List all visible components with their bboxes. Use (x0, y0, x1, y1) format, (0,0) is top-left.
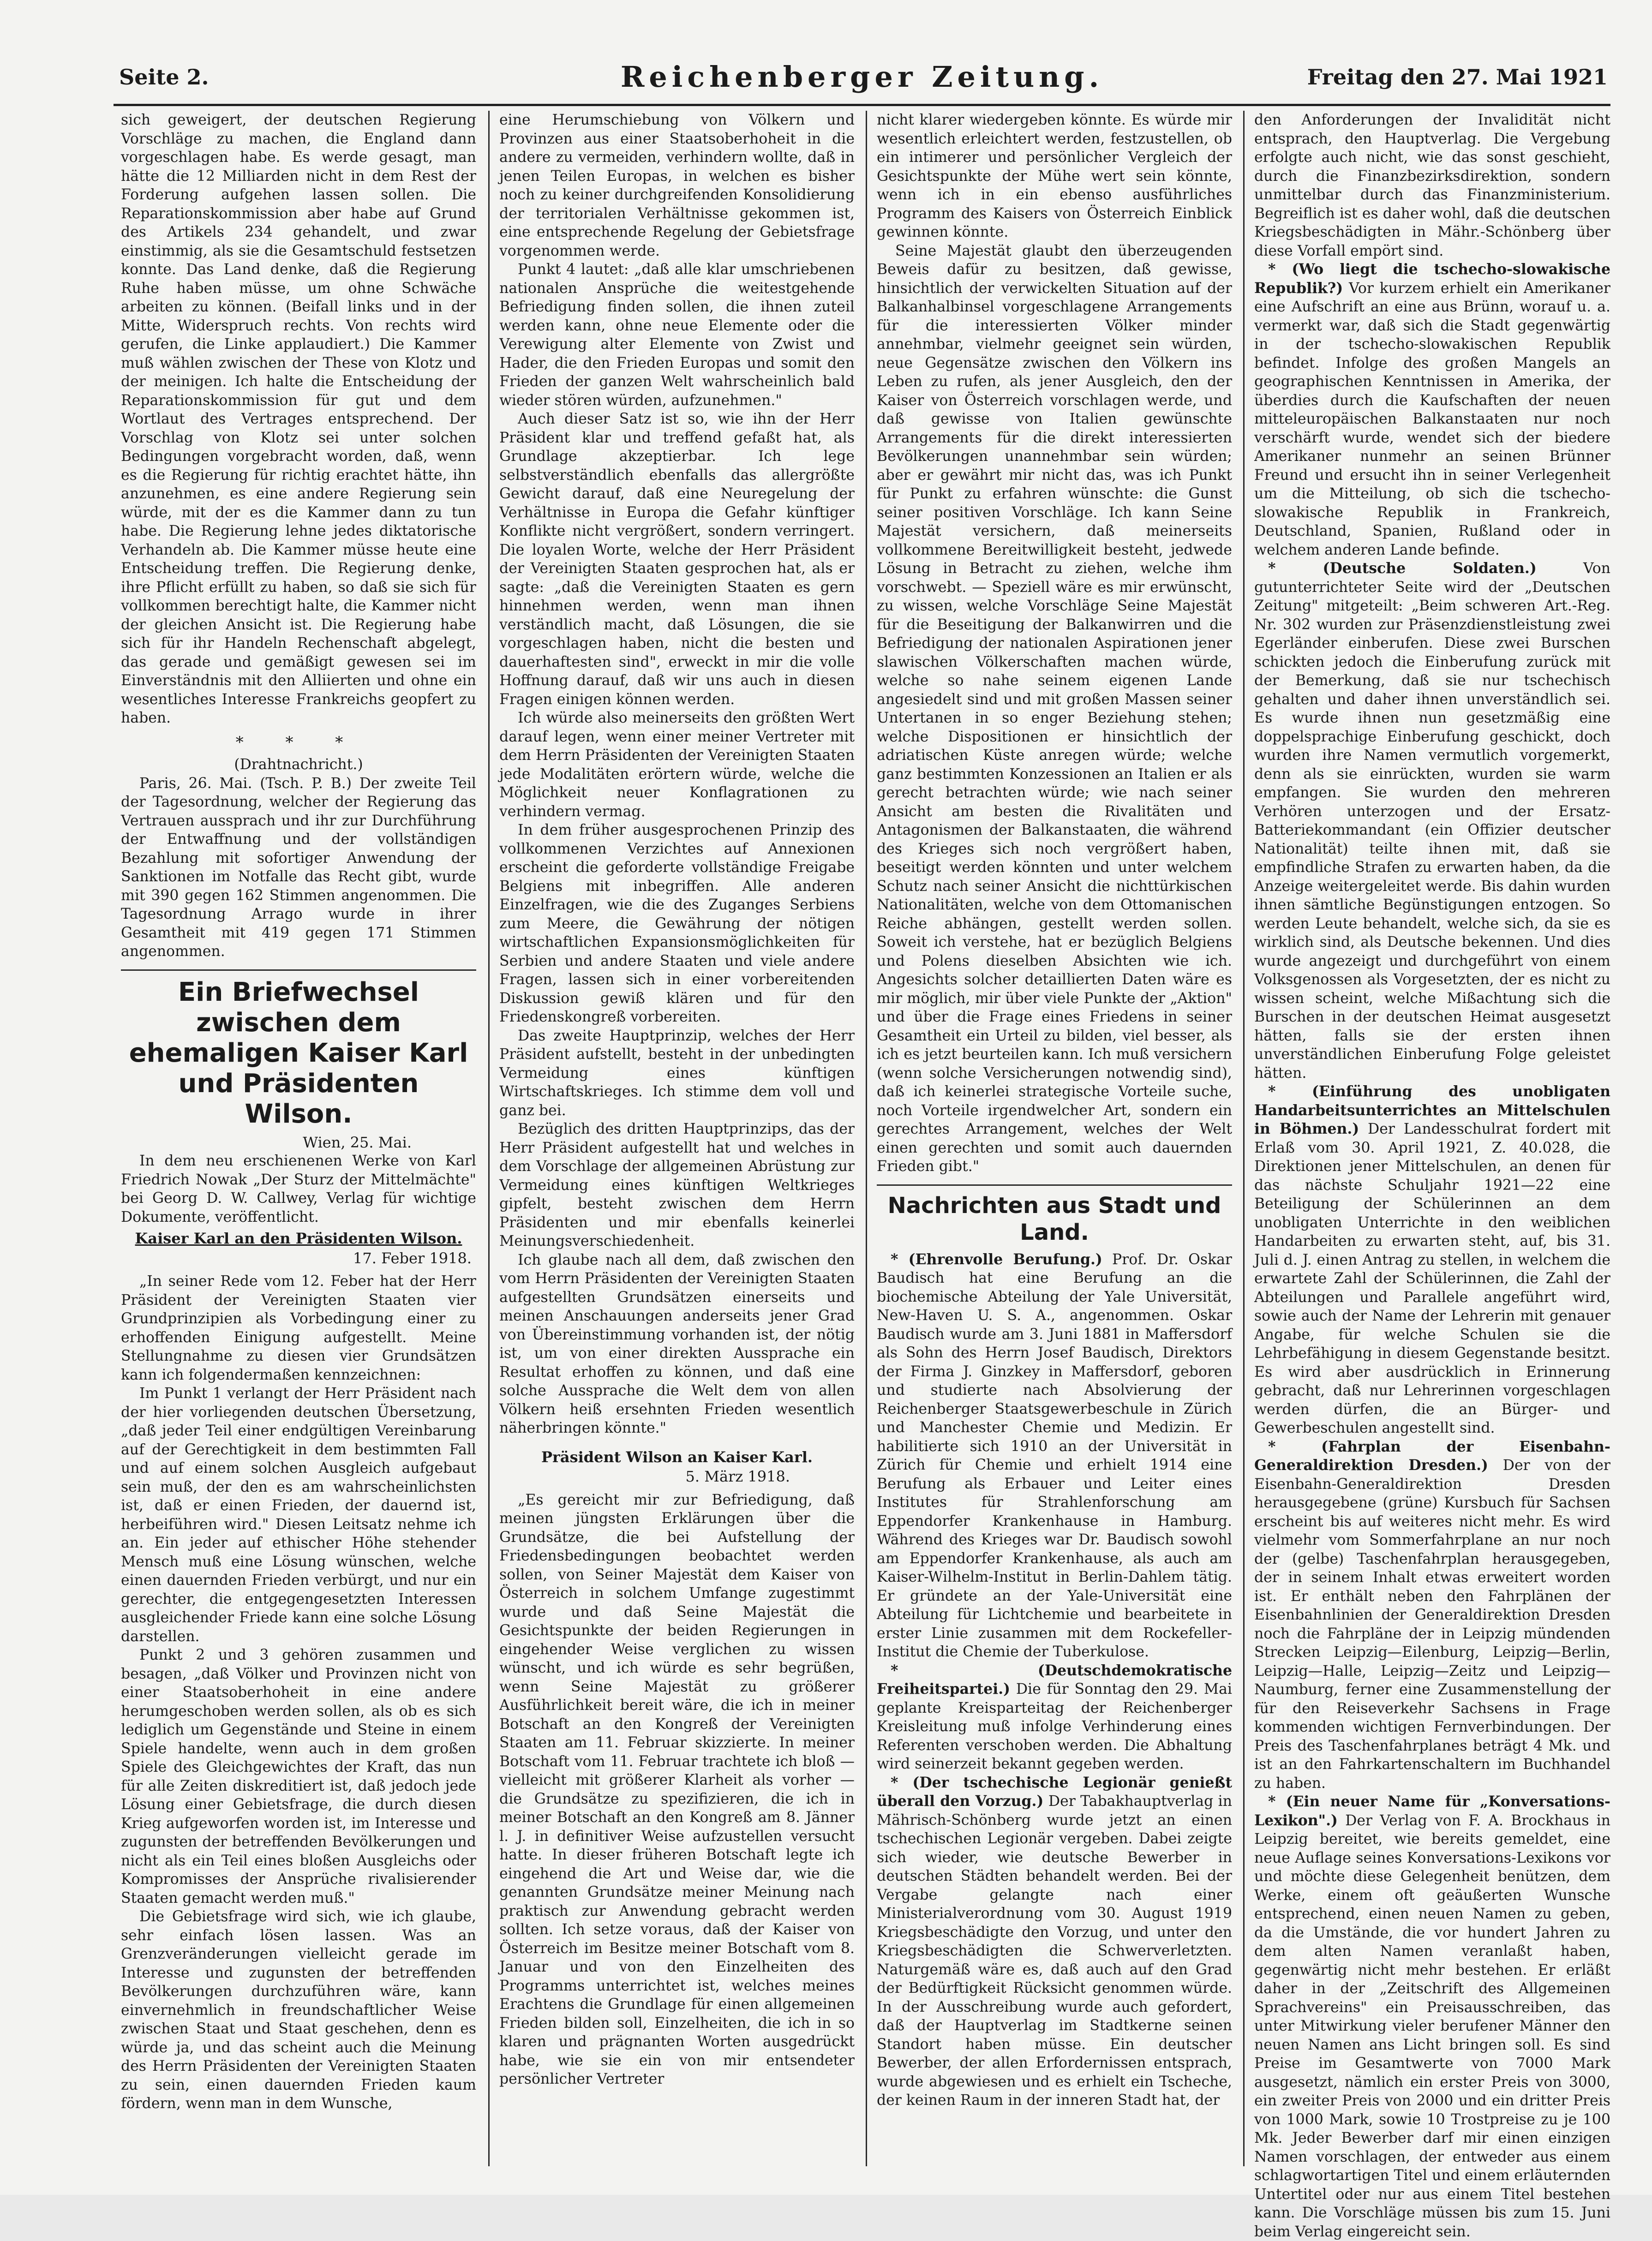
paragraph: „In seiner Rede vom 12. Feber hat der Herr Präsident der Vereinigten Staaten vier Grundprinzipien als Vorbedingung einer zu erhoffenden Einigung aufgestellt. Meine Stellungnahme zu diesen vier Grundsätzen kann ich folgendermaßen kennzeichnen: (121, 1273, 476, 1383)
paragraph: Auch dieser Satz ist so, wie ihn der Herr Präsident klar und treffend gefaßt hat, als Grundlage akzeptierbar. Ich lege selbstverständlich ebenfalls das allergrößte Gewicht darauf, daß eine Neuregelung der Verhältnisse in Europa die Gefahr künftiger Konflikte nicht vergrößert, sondern verringert. Die loyalen Worte, welche der Herr Präsident der Vereinigten Staaten gesprochen hat, als er sagte: „daß die Vereinigten Staaten es gern hinnehmen werden, wenn man ihnen verständlich macht, daß Lösungen, die sie vorgeschlagen haben, nicht die besten und dauerhaftesten sind", erweckt in mir die volle Hoffnung darauf, daß wir uns auch in diesen Fragen einigen können werden. (499, 411, 855, 708)
news-item-title: * (Ein neuer Name für „Konversations-Lexikon".) (1254, 1793, 1610, 1829)
news-item-text: Der von der Eisenbahn-Generaldirektion Dresden herausgegebene (grüne) Kursbuch für Sachsen erscheint bis auf weiteres nicht mehr. Es wird vielmehr vom Sommerfahrplane an nur noch der (gelbe) Taschenfahrplan herausgegeben, der in seinem Inhalt etwas erweitert worden ist. Er enthält neben den Fahrplänen der Eisenbahnlinien der Generaldirektion Dresden noch die Fahrpläne der in Leipzig mündenden Strecken Leipzig—Eilenburg, Leipzig—Berlin, Leipzig—Halle, Leipzig—Zeitz und Leipzig—Naumburg, ferner eine Zusammenstellung der für den Reiseverkehr Sachsens in Frage kommenden wichtigen Fernverbindungen. Der Preis des Taschenfahrplanes beträgt 4 Mk. und ist an den Fahrkartenschaltern im Buchhandel zu haben. (1254, 1457, 1610, 1792)
paragraph: eine Herumschiebung von Völkern und Provinzen aus einer Staatsoberhoheit in die andere zu vermeiden, verhindern wollte, daß in jenen Teilen Europas, in welchen es bisher noch zu keiner durchgreifenden Konsolidierung der territorialen Verhältnisse gekommen ist, eine entsprechende Regelung der Gebietsfrage vorgenommen werde. (499, 112, 855, 259)
article-rule (121, 969, 476, 971)
paragraph: „Es gereicht mir zur Befriedigung, daß meinen jüngsten Erklärungen über die Grundsätze, die bei Aufstellung der Friedensbedingungen beobachtet werden sollen, von Seiner Majestät dem Kaiser von Österreich in solchem Umfange zugestimmt wurde und daß Seine Majestät die Gesichtspunkte der beiden Regierungen in eingehender Weise verglichen zu wissen wünscht, und ich würde es sehr begrüßen, wenn Seine Majestät zu größerer Ausführlichkeit bereit wäre, die ich in meiner Botschaft an den Kongreß der Vereinigten Staaten am 11. Februar skizzierte. In meiner Botschaft vom 11. Februar trachtete ich bloß — vielleicht mit größerer Klarheit als vorher — die Grundsätze zu spezifizieren, die ich in meiner Botschaft an den Kongreß am 8. Jänner l. J. in definitiver Weise aufzustellen versucht hatte. In dieser früheren Botschaft legte ich eingehend die Art und Weise dar, wie die genannten Grundsätze meiner Meinung nach praktisch zur Anwendung gebracht werden sollten. Ich setze voraus, daß der Kaiser von Österreich im Besitze meiner Botschaft vom 8. Januar und von den Einzelheiten des Programms unterrichtet ist, welches meines Erachtens die Grundlage für einen allgemeinen Frieden bilden soll, Einzelheiten, die ich in so klaren und prägnanten Worten ausgedrückt habe, wie sie ein von mir entsendeter persönlicher Vertreter (499, 1491, 855, 2087)
paragraph: Das zweite Hauptprinzip, welches der Herr Präsident aufstellt, besteht in der unbedingten Vermeidung eines künftigen Wirtschaftskrieges. Ich stimme dem voll und ganz bei. (499, 1027, 855, 1119)
paragraph: Ich glaube nach all dem, daß zwischen den vom Herrn Präsidenten der Vereinigten Staaten aufgestellten Grundsätzen einerseits und meinen Anschauungen anderseits jener Grad von Übereinstimmung vorhanden ist, der nötig ist, um von einer direkten Aussprache ein Resultat erhoffen zu können, und daß eine solche Aussprache die Welt dem von allen Völkern heiß ersehnten Frieden wesentlich näherbringen könnte." (499, 1251, 855, 1436)
paragraph: Punkt 2 und 3 gehören zusammen und besagen, „daß Völker und Provinzen nicht von einer Staatsoberhoheit in eine andere herumgeschoben werden sollen, als ob es sich lediglich um Gegenstände und Steine in einem Spiele handelte, wenn auch in dem großen Spiele des Gleichgewichtes der Kraft, das nun für alle Zeiten diskreditiert ist, daß jedoch jede Lösung einer Gebietsfrage, die durch diesen Krieg aufgeworfen worden ist, im Interesse und zugunsten der betreffenden Bevölkerungen und nicht als ein Teil eines bloßen Ausgleichs oder Kompromisses der Ansprüche rivalisierender Staaten gemacht werden muß." (121, 1647, 476, 1906)
letter-date: 17. Feber 1918. (353, 1249, 472, 1267)
news-item-text: Der Tabakhauptverlag in Mährisch-Schönberg wurde jetzt an einen tschechischen Legionär vergeben. Dabei zeigte sich wieder, wie deutsche Bewerber in deutschen Städten behandelt werden. Bei der Vergabe gelangte nach einer Ministerialverordnung vom 30. August 1919 Kriegsbeschädigte den Vorzug, und unter den Kriegsbeschädigten die Schwerverletzten. Naturgemäß wäre es, daß auch auf den Grad der Bedürftigkeit Rücksicht genommen würde. In der Ausschreibung wurde auch gefordert, daß der Hauptverlag im Stadtkerne seinen Standort haben müsse. Ein deutscher Bewerber, der allen Erfordernissen entsprach, wurde abgewiesen und es erhielt ein Tscheche, der keinen Raum in der inneren Stadt hat, der (877, 1793, 1233, 2109)
news-item-text: Die für Sonntag den 29. Mai geplante Kreisparteitag der Reichenberger Kreisleitung muß infolge Verhinderung eines Referenten verschoben werden. Die Abhaltung wird seinerzeit bekannt gegeben werden. (877, 1681, 1233, 1772)
news-item (1254, 1438, 1610, 1793)
news-item-title: * (Deutsche Soldaten.) (1268, 560, 1537, 577)
section-heading: Nachrichten aus Stadt und Land. (887, 1192, 1221, 1245)
paragraph: Bezüglich des dritten Hauptprinzips, das der Herr Präsident aufgestellt hat und welches in dem Vorschlage der allgemeinen Abrüstung zur Vermeidung eines künftigen Weltkrieges gipfelt, besteht zwischen dem Herrn Präsidenten und mir ebenfalls keinerlei Meinungsverschiedenheit. (499, 1121, 855, 1249)
news-item-title: * (Wo liegt die tschecho-slowakische Republik?) (1254, 261, 1610, 297)
news-item-text: Der Landesschulrat fordert mit Erlaß vom 30. April 1921, Z. 40.028, die Direktionen jener Mittelschulen, an denen für das nächste Schuljahr 1921—22 eine Beteiligung der Schülerinnen an dem unobligaten Unterrichte in den weiblichen Handarbeiten zu erwarten steht, auf, bis 31. Juli d. J. einen Antrag zu stellen, in welchem die erwartete Zahl der Schülerinnen, die Zahl der Abteilungen und Parallele angeführt wird, sowie auch der Name der Lehrerin mit genauer Angabe, für welche Schulen sie die Lehrbefähigung in diesem Gegenstande besitzt. Es wird aber ausdrücklich in Erinnerung gebracht, daß nur Lehrerinnen vorgeschlagen werden dürfen, die an Bürger- und Gewerbeschulen angestellt sind. (1254, 1121, 1610, 1436)
news-item-text: Von gutunterrichteter Seite wird der „Deutschen Zeitung" mitgeteilt: „Beim schweren Art.-Reg. Nr. 302 wurden zur Präsenzdienstleistung zwei Egerländer einberufen. Diese zwei Burschen schickten jedoch die Einberufung zurück mit der Bemerkung, daß sie nur tschechisch gehalten und daher ihnen unverständlich sei. Es wurde ihnen nun gesetzmäßig eine doppelsprachige Einberufung geschickt, doch wurden ihre Namen vermutlich vorgemerkt, denn als sie einrückten, wurden sie warm empfangen. Sie wurden den mehreren Verhören unterzogen und der Ersatz-Batteriekommandant (ein Offizier deutscher Nationalität) teilte ihnen mit, daß sie empfindliche Strafen zu erwarten haben, da die Anzeige weitergeleitet werde. Bis dahin wurden ihnen sämtliche Begünstigungen entzogen. So werden Leute behandelt, welche sich, da sie es wirklich sind, als Deutsche bekennen. Und dies wurde angezeigt und durchgeführt von einem Volksgenossen als Vorgesetzten, der es nicht zu wissen scheint, welche Mißachtung sich die Burschen in der deutschen Heimat ausgesetzt hätten, falls sie der ersten ihnen unverständlichen Einberufung Folge geleistet hätten. (1254, 560, 1610, 1082)
issue-date: Freitag den 27. Mai 1921 (1307, 65, 1608, 90)
news-item (877, 1250, 1232, 1661)
column-2 (499, 111, 855, 2166)
paragraph: den Anforderungen der Invalidität nicht entsprach, den Hauptverlag. Die Vergebung erfolgte auch nicht, wie das sonst geschieht, durch die Finanzbezirksdirektion, sondern unmittelbar durch das Finanzministerium. Begreiflich ist es daher wohl, daß die deutschen Kriegsbeschädigten in Mähr.-Schönberg über diese Vorfall empört sind. (1254, 112, 1610, 259)
column-1 (121, 111, 476, 2166)
column-rule (866, 111, 867, 2166)
paragraph: sich geweigert, der deutschen Regierung Vorschläge zu machen, die England dann vorgeschlagen habe. Es werde gesagt, man hätte die 12 Milliarden nicht in dem Rest der Forderung aufgehen lassen sollen. Die Reparationskommission aber habe auf Grund des Artikels 234 gehandelt, und zwar einstimmig, als sie die Gesamtschuld festsetzen konnte. Das Land denke, daß die Regierung Ruhe haben müsse, um ohne Schwäche arbeiten zu können. (Beifall links und in der Mitte, Widerspruch rechts. Von rechts wird gerufen, die Linke applaudiert.) Die Kammer muß wählen zwischen der These von Klotz und der meinigen. Ich halte die Entscheidung der Reparationskommission für gut und dem Wortlaut des Vertrages entsprechend. Der Vorschlag von Klotz sei unter solchen Bedingungen vorgebracht worden, daß, wenn es die Regierung für richtig erachtet hätte, ihn anzunehmen, es eine andere Regierung sein würde, mit der es die Kammer dann zu tun habe. Die Regierung lehne jedes diktatorische Verhandeln ab. Die Kammer müsse heute eine Entscheidung treffen. Die Regierung denke, ihre Pflicht erfüllt zu haben, so daß sie sich für vollkommen berechtigt halte, die Kammer nicht der gleichen Ansicht ist. Die Regierung habe sich für ihr Handeln Rechenschaft abgelegt, das gerade und gemäßigt gewesen sei im Einverständnis mit den Alliierten und ohne ein wesentliches Interesse Frankreichs geopfert zu haben. (121, 112, 476, 726)
masthead (114, 60, 1610, 97)
column-4 (1254, 111, 1610, 2240)
news-item-title: * (Einführung des unobligaten Handarbeitsunterrichtes an Mittelschulen in Böhmen.) (1254, 1083, 1610, 1137)
letter-heading: Präsident Wilson an Kaiser Karl. (541, 1448, 813, 1466)
page-label: Seite 2. (119, 65, 209, 90)
letter-date: 5. März 1918. (685, 1468, 790, 1485)
article-headline: Ein Briefwechsel zwischen dem ehemaligen Kaiser Karl und Präsidenten Wilson. (129, 977, 468, 1129)
paragraph: Im Punkt 1 verlangt der Herr Präsident nach der hier vorliegenden deutschen Übersetzung, „daß jeder Teil einer endgültigen Vereinbarung auf der Gerechtigkeit in dem bestimmten Fall und auf einem solchen Ausgleich aufgebaut sein muß, der den es am wahrscheinlichsten ist, daß er einen Frieden, der dauernd ist, herbeiführen wird." Diesen Leitsatz nehme ich an. Ein jeder auf ethischer Höhe stehender Mensch muß eine Lösung wünschen, welche einen dauernden Frieden verbürgt, und nur ein gerechter, die entgegengesetzten Interessen ausgleichender Friede kann eine solche Lösung darstellen. (121, 1385, 476, 1645)
dateline: Wien, 25. Mai. (303, 1133, 412, 1151)
news-item-text: Der Verlag von F. A. Brockhaus in Leipzig bereitet, wie bereits gemeldet, eine neue Auflage seines Konversations-Lexikons vor und möchte diese Gelegenheit benützen, dem Werke, einem oft geäußerten Wunsche entsprechend, einen neuen Namen zu geben, da die Umstände, die vor hundert Jahren zu dem alten Namen veranlaßt haben, gegenwärtig nicht mehr bestehen. Er erläßt daher in der „Zeitschrift des Allgemeinen Sprachvereins" ein Preisausschreiben, das unter Mitwirkung vieler berufener Männer den neuen Namen ans Licht bringen soll. Es sind Preise im Gesamtwerte von 7000 Mark ausgesetzt, nämlich ein erster Preis von 3000, ein zweiter Preis von 2000 und ein dritter Preis von 1000 Mark, sowie 10 Trostpreise zu je 100 Mk. Jeder Bewerber darf mir einen einzigen Namen vorschlagen, der entweder aus einem schlagwortartigen Titel und einem erläuternden Untertitel oder nur aus einem Titel bestehen kann. Die Vorschläge müssen bis zum 15. Juni beim Verlag eingereicht sein. (1254, 1812, 1610, 2240)
paragraph: Seine Majestät glaubt den überzeugenden Beweis dafür zu besitzen, daß gewisse, hinsichtlich der verwickelten Situation auf der Balkanhalbinsel vorgeschlagene Arrangements für die interessierten Völker minder annehmbar, vielmehr geeignet sein würden, neue Gegensätze zwischen den Völkern ins Leben zu rufen, als jener Ausgleich, den der Kaiser von Österreich vorschlagen werde, und daß gewisse von Italien gewünschte Arrangements für die direkt interessierten Bevölkerungen unannehmbar sein würden; aber er gewährt mir nicht das, was ich Punkt für Punkt zu erfahren wünschte: die Gunst seiner positiven Vorschläge. Ich kann Seine Majestät versichern, daß meinerseits vollkommene Bereitwilligkeit besteht, jedwede Lösung in Betracht zu ziehen, welche ihm vorschwebt. — Speziell wäre es mir erwünscht, zu wissen, welche Vorschläge Seine Majestät für die Beseitigung der Balkanwirren und die Befriedigung der nationalen Aspirationen jener slawischen Völkerschaften machen würde, welche so nahe seinem eigenen Lande angesiedelt sind und mit großen Massen seiner Untertanen in so enger Beziehung stehen; welche Dispositionen er hinsichtlich der adriatischen Küste anregen würde; welche ganz bestimmten Konzessionen an Italien er als gerecht betrachten würde; wie nach seiner Ansicht am besten die Rivalitäten und Antagonismen der Balkanstaaten, die während des Krieges sich noch vergrößert haben, beseitigt werden könnten und unter welchem Schutz nach seiner Ansicht die nichttürkischen Nationalitäten, welche von dem Ottomanischen Reiche abhängen, gestellt werden sollen. Soweit ich verstehe, hat er bezüglich Belgiens und Polens dieselben Absichten wie ich. Angesichts solcher detaillierten Daten wäre es mir möglich, mir über viele Punkte der „Aktion" und über die Frage eines Friedens in seiner Gesamtheit ein Urteil zu bilden, viel besser, als ich es jetzt beurteilen kann. Ich muß versichern (wenn solche Versicherungen notwendig sind), daß ich keinerlei strategische Vorteile suche, noch Vorteile irgendwelcher Art, sondern ein gerechtes Arrangement, welches der Welt einen gerechten und somit auch dauernden Frieden gibt." (877, 242, 1232, 1175)
letter-heading: Kaiser Karl an den Präsidenten Wilson. (135, 1230, 462, 1247)
news-item (877, 1661, 1232, 1774)
column-3 (877, 111, 1232, 2166)
masthead-rule (114, 104, 1610, 106)
paragraph: In dem früher ausgesprochenen Prinzip des vollkommenen Verzichtes auf Annexionen erscheint die geforderte vollständige Freigabe Belgiens mit inbegriffen. Alle anderen Einzelfragen, wie die des Zuganges Serbiens zum Meere, die Gewährung der nötigen wirtschaftlichen Expansionsmöglichkeiten für Serbien und andere Staaten und viele andere Fragen, lassen sich in einer vorbereitenden Diskussion gewiß klären und für den Friedenskongreß vorbereiten. (499, 822, 855, 1025)
news-item-title: * (Fahrplan der Eisenbahn-Generaldirektion Dresden.) (1254, 1438, 1610, 1474)
separator-asterisks: * * * (235, 733, 362, 752)
news-item (1254, 1082, 1610, 1438)
newspaper-title: Reichenberger Zeitung. (620, 60, 1104, 94)
section-rule (877, 1184, 1232, 1186)
news-item-title: * (Der tschechische Legionär genießt überall den Vorzug.) (877, 1774, 1232, 1810)
column-rule (488, 111, 490, 2166)
news-item-title: * (Ehrenvolle Berufung.) (891, 1250, 1102, 1268)
news-item-title: * (Deutschdemokratische Freiheitspartei.) (877, 1661, 1232, 1697)
news-item (1254, 1793, 1610, 2241)
news-item (877, 1774, 1232, 2110)
paragraph: Ich würde also meinerseits den größten Wert darauf legen, wenn einer meiner Vertreter mit dem Herrn Präsidenten der Vereinigten Staaten jede Modalitäten erörtern würde, welche die Möglichkeit neuer Konflagrationen zu verhindern vermag. (499, 710, 855, 820)
column-rule (1243, 111, 1245, 2166)
news-item (1254, 559, 1610, 1082)
paragraph: nicht klarer wiedergeben könnte. Es würde mir wesentlich erleichtert werden, festzustellen, ob ein intimerer und persönlicher Vergleich der Gesichtspunkte der Mühe wert sein könnte, wenn ich in ein ebenso ausführliches Programm des Kaisers von Österreich Einblick gewinnen könnte. (877, 112, 1232, 240)
news-item (1254, 260, 1610, 559)
news-item-text: Prof. Dr. Oskar Baudisch hat eine Berufung an die biochemische Abteilung der Yale Universität, New-Haven U. S. A., angenommen. Oskar Baudisch wurde am 3. Juni 1881 in Maffersdorf als Sohn des Herrn Josef Baudisch, Direktors der Firma J. Ginzkey in Maffersdorf, geboren und studierte nach Absolvierung der Reichenberger Staatsgewerbeschule in Zürich und Manchester Chemie und Medizin. Er habilitierte sich 1910 an der Universität in Zürich für Chemie und erhielt 1914 eine Berufung als Erbauer und Leiter eines Institutes für Strahlenforschung am Eppendorfer Krankenhause in Hamburg. Während des Krieges war Dr. Baudisch sowohl am Eppendorfer Krankenhause, als auch am Kaiser-Wilhelm-Institut in Berlin-Dahlem tätig. Er gründete an der Yale-Universität eine Abteilung für Lichtchemie und bearbeitete in erster Linie zusammen mit dem Rockefeller-Institut die Chemie der Tuberkulose. (877, 1251, 1232, 1660)
news-item-text: Vor kurzem erhielt ein Amerikaner eine Aufschrift an eine aus Brünn, worauf u. a. vermerkt war, daß sich die Stadt gegenwärtig in der tschecho-slowakischen Republik befindet. Infolge des großen Mangels an geographischen Kenntnissen in Amerika, der überdies durch die Kaufschaften der neuen mitteleuropäischen Balkanstaaten nur noch verschärft wurde, wendet sich der biedere Amerikaner nunmehr an seinen Brünner Freund und ersucht ihn in seiner Verlegenheit um die Mitteilung, ob sich die tschecho-slowakische Republik in Frankreich, Deutschland, Spanien, Rußland oder in welchem anderen Lande befinde. (1254, 280, 1610, 558)
paragraph: Punkt 4 lautet: „daß alle klar umschriebenen nationalen Ansprüche die weitestgehende Befriedigung finden sollen, die ihnen zuteil werden kann, ohne neue Elemente oder die Verewigung alter Elemente von Zwist und Hader, die den Frieden Europas und somit den Frieden der ganzen Welt wahrscheinlich bald wieder stören würden, aufzunehmen." (499, 261, 855, 409)
paragraph: Paris, 26. Mai. (Tsch. P. B.) Der zweite Teil der Tagesordnung, welcher der Regierung das Vertrauen aussprach und ihr zur Durchführung der Entwaffnung und der vollständigen Bezahlung mit sofortiger Anwendung der Sanktionen im Notfalle das Recht gibt, wurde mit 390 gegen 162 Stimmen angenommen. Die Tagesordnung Arrago wurde in ihrer Gesamtheit mit 419 gegen 171 Stimmen angenommen. (121, 775, 476, 960)
wire-note: (Drahtnachricht.) (234, 756, 363, 773)
paragraph: In dem neu erschienenen Werke von Karl Friedrich Nowak „Der Sturz der Mittelmächte" bei Georg D. W. Callwey, Verlag für wichtige Dokumente, veröffentlicht. (121, 1153, 476, 1225)
paragraph: Die Gebietsfrage wird sich, wie ich glaube, sehr einfach lösen lassen. Was an Grenzveränderungen vielleicht gerade im Interesse und zugunsten der betreffenden Bevölkerungen durchzuführen wäre, kann einvernehmlich in freundschaftlicher Weise zwischen Staat und Staat geschehen, denn es würde ja, und das scheint auch die Meinung des Herrn Präsidenten der Vereinigten Staaten zu sein, einen dauernden Frieden kaum fördern, wenn man in dem Wunsche, (121, 1908, 476, 2112)
